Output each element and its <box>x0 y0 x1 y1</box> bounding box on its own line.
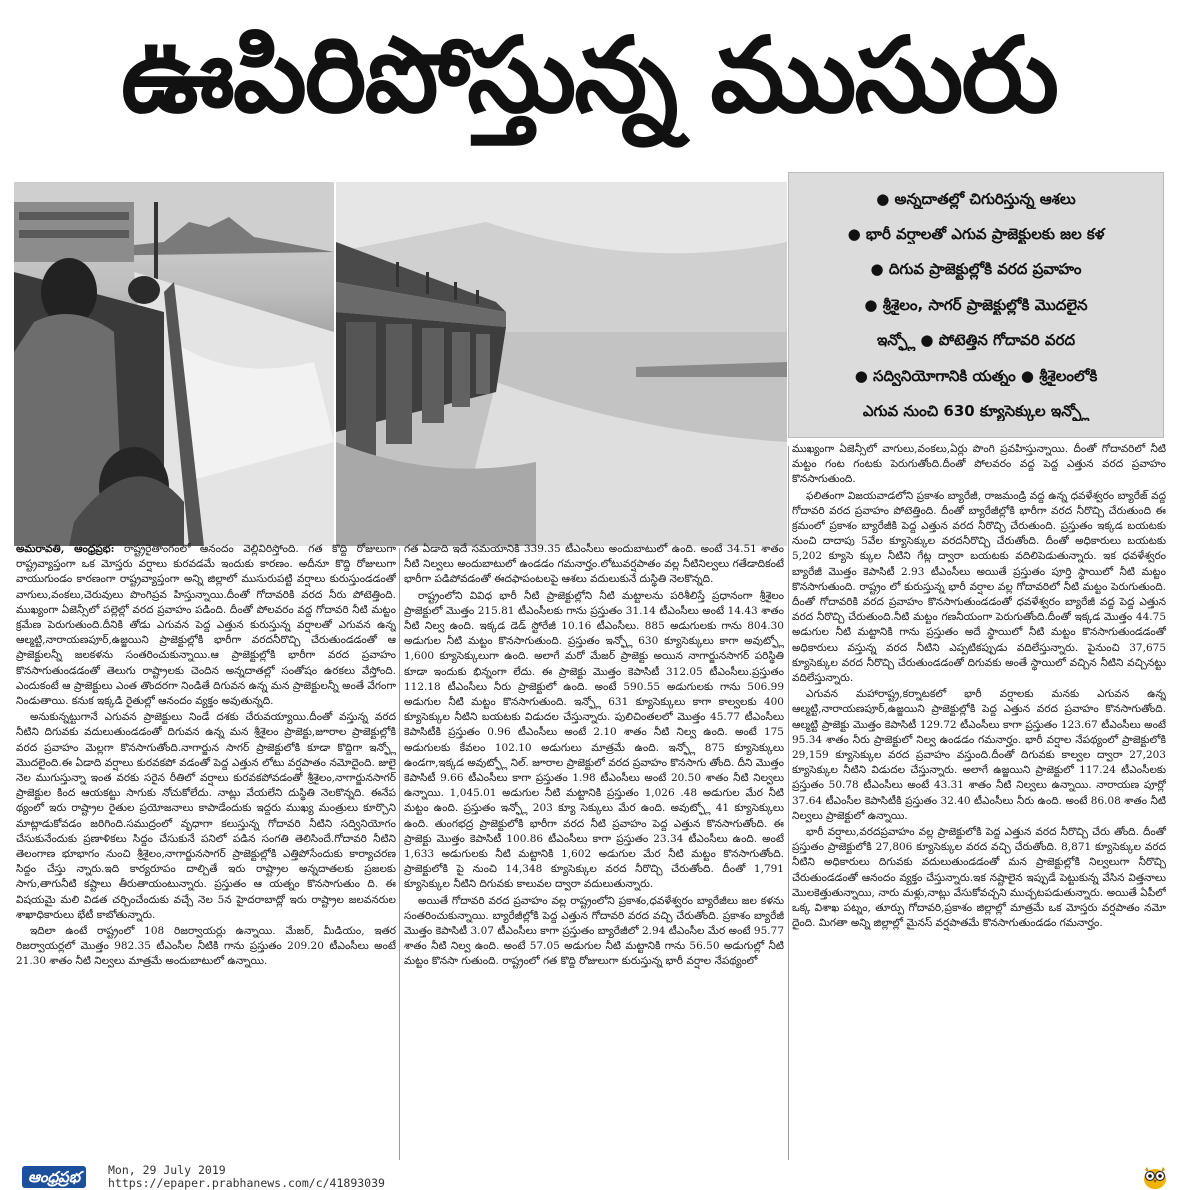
photo-barrage-bridge <box>336 182 787 546</box>
footer-meta <box>108 1164 385 1189</box>
highlight-line: ఎగువ నుంచి 630 క్యూసెక్కుల ఇన్ఫ్లో <box>862 402 1090 421</box>
article-paragraph: భారీ వర్షాలు,వరదప్రవాహం వల్ల ప్రాజెక్టులోకి పెద్ద ఎత్తున వరద నీరొచ్చి చేరు తోంది. దీంతో ప్రస్తుతం ప్రాజెక్టులోకి 27,806 క్యూసెక్కుల వరద వచ్చి చేరుతోంది. 8,871 క్యూసెక్కుల వరద నీటిని అధికారులు దిగువకు వదులుతుండడంతో మన ప్రాజెక్టుల్లోకి నిల్వలుగా నీరొచ్చి చేరుతుండడంతో ఆనందం వ్యక్తం చేస్తున్నారు.ఇక నష్టాలైన ఇప్పుడే పెట్టుకున్న వేసిన విత్తనాలు మొలకెత్తుతున్నాయి, నారు మళ్లు,నాట్లు వేసుకోవచ్చని ముచ్చటపడుతున్నారు. అయితే ఏపీలో ఒక్క విశాఖ పట్నం, తూర్పు గోదావరి,ప్రకాశం జిల్లాల్లో మాత్రమే ఒక మోస్తరు వర్షపాతం నమో దైంది. మిగతా అన్ని జిల్లాల్లో మైనస్ వర్షపాతమే కొనసాగుతుండడం గమనార్హం. <box>792 826 1166 930</box>
highlights-box <box>788 172 1164 438</box>
highlight-line: ● అన్నదాతల్లో చిగురిస్తున్న ఆశలు <box>876 189 1076 208</box>
column-divider <box>788 446 789 1160</box>
highlight-line: ● సద్వినియోగానికి యత్నం ● శ్రీశైలంలోకి <box>854 366 1098 385</box>
article-paragraph: ఫలితంగా విజయవాడలోని ప్రకాశం బ్యారేజీ, రాజమండ్రి వద్ద ఉన్న ధవళేశ్వరం బ్యారేజ్ వద్ద గోదావరి వరద ప్రవాహం పోటెత్తింది. దీంతో బ్యారేజీల్లోకి భారీగా వరద నీరొచ్చి చేరుతుంది ఈ క్రమంలో ప్రకాశం బ్యారేజీకి పెద్ద ఎత్తున వరద నీరొచ్చి చేరుతుంది. ప్రస్తుతం ఇక్కడ బయటకు నుంచి దాదాపు 5వేల క్యూసెక్కుల వరదనీరొచ్చి చేరుతోంది. దీంతో అధికారులు బయటకు 5,202 క్యూసె క్కుల నీటిని గేట్ల ద్వారా బయటకు వదిలిపెడుతున్నారు. ఇక ధవళేశ్వరం బ్యారేజీ మొత్తం కెపాసిటీ 2.93 టీఎంసీలు అయితే ప్రస్తుతం పూర్తి స్థాయిలో నీటి మట్టం కొనసాగుతుంది. రాష్ట్రం లో కురుస్తున్న భారీ వర్షాల వల్ల గోదావరిలో నీటి మట్టం పెరుగుతుంది. దీంతో గోదావరికి వరద ప్రవాహం కొనసాగుతుండడంతో ధవళేశ్వరం బ్యారేజీ వద్ద పెద్ద ఎత్తున వరద నీరొచ్చి చేరుతుంది.నీటి మట్టం గణనీయంగా పెరుగుతోంది.దీంతో ఇక్కడ మొత్తం 44.75 అడుగుల నీటి మట్టానికి గాను ప్రస్తుతం అదే స్థాయిలో నీటి మట్టం కొనసాగుతుండడంతో అధికారులు వస్తున్న వరద నీటిని ఎప్పటికప్పుడు వదిలేస్తున్నారు. పైనుంచి 37,675 క్యూసెక్కుల వరద నీరొచ్చి చేరుతుండడంతో దిగువకు అంతే స్థాయిలో వచ్చిన నీటిని వచ్చినట్టు వదిలేస్తున్నారు. <box>792 489 1166 685</box>
column-divider <box>399 548 400 1160</box>
highlight-line: ● శ్రీశైలం, సాగర్ ప్రాజెక్టుల్లోకి మొదలైన <box>864 295 1088 314</box>
article-paragraph: ఎగువన మహారాష్ట్ర,కర్నాటకలో భారీ వర్షాలకు మనకు ఎగువన ఉన్న ఆల్మట్టి,నారాయణపూర్,ఉజ్జయిని ప్రాజెక్టుల్లోకి పెద్ద ఎత్తున వరద ప్రవాహం కొనసాగుతోంది. ఆల్మట్టి ప్రాజెక్టు మొత్తం కెపాసిటీ 129.72 టీఎంసీలు కాగా ప్రస్తుతం 123.67 టీఎంసీలు అంటే 95.34 శాతం నీరు ప్రాజెక్టులో నిల్వ ఉండడం గమనార్హం. భారీ వర్షాల నేపథ్యంలో ప్రాజెక్టులోకి 29,159 క్యూసెక్కుల వరద ప్రవాహం వస్తుంది.దీంతో దిగువకు కాల్వల ద్వారా 27,203 క్యూసెక్కుల నీటిని విడుదల చేస్తున్నారు. అలాగే ఉజ్జయిని ప్రాజెక్టులో 117.24 టీఎంసీలకు ప్రస్తుతం 50.78 టీఎంసీలు అంటే 43.31 శాతం నీటి నిల్వలు ఉన్నాయి. నారాయణ పూర్లో 37.64 టీఎంసీల కెపాసిటీకి ప్రస్తుతం 32.40 టీఎంసీలు నీరు ఉంది. అంటే 86.08 శాతం నీటి నిల్వలు ప్రాజెక్టులో ఉన్నాయి. <box>792 688 1166 822</box>
highlight-line: ● భారీ వర్షాలతో ఎగువ ప్రాజెక్టులకు జల కళ <box>847 225 1105 243</box>
newspaper-logo[interactable]: ఆంధ్రప్రభ <box>22 1166 86 1188</box>
photo-people-at-barrage <box>14 182 334 546</box>
article-paragraph-text: రాష్ట్రరైతాంగంలో ఆనందం వెల్లివిరిస్తోంది. గత కొద్ది రోజులుగా రాష్ట్రవ్యాప్తంగా ఒక మోస్తరు వర్షాలు కురవడమే ఇందుకు కారణం. అదీనూ కొద్ది రోజులుగా వాయుగుండం కారణంగా రాష్ట్రవ్యాప్తంగా అన్ని జిల్లాలో ముసురుపట్టి వర్షాలు కురుస్తుండడంతో వాగులు,వంకలు,చెరువులు పొంగిప్రవ హిస్తున్నాయి.దీంతో గోదావరికి వరద నీరు పోటెత్తింది. ముఖ్యంగా ఏజెన్సీలో పల్లెల్లో వరద ప్రవాహం పడింది. దీంతో పోలవరం వద్ద గోదావరి నీటి మట్టం క్రమేణ పెరుగుతుంది.దీనికి తోడు ఎగువన పెద్ద ఎత్తున కురుస్తున్న వర్షాలతో ఎగువన ఉన్న ఆల్మట్టి,నారాయణపూర్,ఉజ్జయిని ప్రాజెక్టుల్లోకి భారీగా వరదనీరొచ్చి చేరుతుండడంతో ఆ ప్రాజెక్టులన్నీ జలకళను సంతరించుకున్నాయి.ఆ ప్రాజెక్టుల్లోకి భారీగా వరద ప్రవాహం కొనసాగుతుండడంతో తెలుగు రాష్ట్రాలకు చెందిన అన్నదాతల్లో సంతోషం ఉరకలు వేస్తోంది. ఎందుకంటే ఆ ప్రాజెక్టులు ఎంత తొందరగా నిండితే దిగువన ఉన్న మన ప్రాజెక్టులన్నీ అంతే వేగంగా నిండుతాయి. కనుక ఇక్కడి రైతుల్లో ఆనందం వ్యక్తం అవుతున్నది. <box>16 543 396 708</box>
highlight-line: ఇన్ఫ్లో ● పోటెత్తిన గోదావరి వరద <box>876 331 1076 350</box>
article-column-1 <box>16 542 396 1162</box>
article-paragraph: గత ఏడాది ఇదే సమయానికి 339.35 టీఎంసీలు అందుబాటులో ఉంది. అంటే 34.51 శాతం నీటి నిల్వలు అందుబాటులో ఉండడం గమనార్హం.లోటువర్షపాతం వల్ల నీటినిల్వలు గతేడాదికంటే భారీగా పడిపోవడంతో ఈదఫాపంటలపై ఆశలు వదులుకునే దుస్థితి నెలకొన్నది. <box>404 543 784 586</box>
article-paragraph: ఇదిలా ఉంటే రాష్ట్రంలో 108 రిజర్వాయర్లు ఉన్నాయి. మేజర్, మీడియం, ఇతర రిజర్వాయర్లలో మొత్తం 982.35 టీఎంసీల నీటికి గాను ప్రస్తుతం 209.20 టీఎంసీలు అంటే 21.30 శాతం నీటి నిల్వలు మాత్రమే అందుబాటులో ఉన్నాయి. <box>16 925 396 968</box>
article-paragraph <box>16 542 396 709</box>
article-column-3 <box>792 442 1166 1162</box>
owl-icon <box>1141 1164 1169 1190</box>
footer-date: Mon, 29 July 2019 <box>108 1163 226 1177</box>
article-paragraph: అయితే గోదావరి వరద ప్రవాహం వల్ల రాష్ట్రంలోని ప్రకాశం,ధవళేశ్వరం బ్యారేజీలు జల కళను సంతరించుకున్నాయి. బ్యారేజీల్లోకి పెద్ద ఎత్తున గోదావరి వరద వచ్చి చేరుతోంది. ప్రకాశం బ్యారేజీ మొత్తం కెపాసిటీ 3.07 టీఎంసీలు కాగా ప్రస్తుతం బ్యారేజీలో 2.94 టీఎంసీల మేర అంటే 95.77 శాతం నీటి నిల్వ ఉంది. అంటే 57.05 అడుగుల నీటి మట్టానికి గాను 56.50 అడుగుల్లో నీటి మట్టం కొనసా గుతుంది. రాష్ట్రంలో గత కొద్ది రోజులుగా కురుస్తున్న భారీ వర్షాల నేపథ్యంలో <box>404 894 784 968</box>
headline: ఊపిరిపోస్తున్న ముసురు <box>120 14 1058 136</box>
photo-barrage-bridge-image <box>336 182 787 546</box>
article-paragraph: అనుకున్నట్టుగానే ఎగువన ప్రాజెక్టులు నిండే దశకు చేరువయ్యాయి.దీంతో వస్తున్న వరద నీటిని దిగువకు వదులుతుండడంతో దిగువన ఉన్న మన శ్రీశైలం ప్రాజెక్టు,జూరాల ప్రాజెక్టుల్లోకి వరద ప్రవాహం మెల్లగా కొనసాగుతోంది.నాగార్జున సాగర్ ప్రాజెక్టులోకి కూడా కొద్దిగా ఇన్ఫ్లో మొదలైంది.ఈ ఏడాది వర్షాలు కురవకపో వడంతో పెద్ద ఎత్తున లోటు వర్షపాతం నమోదైంది. జులై నెల ముగుస్తున్నా ఇంత వరకు సరైన రీతిలో వర్షాలు కురవకపోవడంతో శ్రీశైలం,నాగార్జునసాగర్ ప్రాజెక్టుల కింద ఆయకట్టు సాగుకు నోచుకోలేదు. నాట్లు వేయలేని దుస్థితి నెలకొన్నది. ఈనేప థ్యంలో ఇరు రాష్ట్రాల రైతుల ప్రయోజనాలు కాపాడేందుకు ఇద్దరు ముఖ్య మంత్రులు కూర్చొని మాట్లాడుకోవడం జరిగింది.సముద్రంలో వృధాగా కలుస్తున్న గోదావరి నీటిని సద్వినియోగం చేసుకునేందుకు ప్రణాళికలు సిద్దం చేసుకునే పనిలో పడిన సంగతి తెలిసిందే.గోదావరి నీటిని తెలంగాణ భూభాగం నుంచి శ్రీశైలం,నాగార్జునసాగర్ ప్రాజెక్టుల్లోకి ఎత్తిపోసేందుకు కార్యాచరణ సిద్దం చేస్తు న్నారు.ఇది కార్యరూపం దాల్చితే ఇరు రాష్ట్రాల అన్నదాతలకు ప్రజలకు సాగు,తాగునీటి కష్టాలు తీరుతాయంటున్నారు. ప్రస్తుతం ఆ యత్నం కొనసాగుతుం ది. ఈ విషయమై మలి విడత చర్చించేందుకు వచ్చే నెల 5న హైదరాబాద్లో ఇరు రాష్ట్రాల జలవనరుల శాఖాధికారులు భేటీ కాబోతున్నారు. <box>16 711 396 921</box>
footer-url[interactable]: https://epaper.prabhanews.com/c/41893039 <box>108 1175 385 1190</box>
footer <box>0 1164 1179 1190</box>
photo-people-at-barrage-image <box>14 182 334 546</box>
article-column-2 <box>404 542 784 1162</box>
article-paragraph: రాష్ట్రంలోని వివిధ భారీ నీటి ప్రాజెక్టుల్లోని నీటి మట్టాలను పరిశీలిస్తే ప్రధానంగా శ్రీశైలం ప్రాజెక్టులో మొత్తం 215.81 టీఎంసీలకు గాను ప్రస్తుతం 31.14 టీఎంసీలు అంటే 14.43 శాతం నీటి నిల్వ ఉంది. ఇక్కడ డెడ్ స్టోరేజీ 10.16 టీఎంసీలు. 885 అడుగులకు గాను 804.30 అడుగుల నీటి మట్టం కొనసాగుతుంది. ప్రస్తుతం ఇన్ఫ్లో 630 క్యూసెక్కులు కాగా అవుట్ఫ్లో 1,600 క్యూసెక్కులుగా ఉంది. అలాగే మరో మేజర్ ప్రాజెక్టు అయిన నాగార్జునసాగర్ పరిస్థితి కూడా ఇందుకు భిన్నంగా లేదు. ఈ ప్రాజెక్టు మొత్తం కెపాసిటీ 312.05 టీఎంసీలు.ప్రస్తుతం 112.18 టీఎంసీలు నీరు ప్రాజెక్టులో ఉంది. అంటే 590.55 అడుగులకు గాను 506.99 అడుగుల నీటి మట్టం కొనసాగుతుంది. ఇన్ఫ్లో 631 క్యూసెక్కులు కాగా కాల్వలకు 400 క్యూసెక్కుల నీటిని బయటకు విడుదల చేస్తున్నారు. పులిచింతలలో మొత్తం 45.77 టీఎంసీలు కెపాసిటీకి ప్రస్తుతం 0.96 టీఎంసీలు అంటే 2.10 శాతం నీటి నిల్వ ఉంది. అంటే 175 అడుగులకు కేవలం 102.10 అడుగులు మాత్రమే ఉంది. ఇన్ఫ్లో 875 క్యూసెక్కులు ఉండగా,ఇక్కడ అవుట్ఫ్లో నిల్. జూరాల ప్రాజెక్టులో వరద ప్రవాహం కొనసాగు తోంది. దీని మొత్తం కెపాసిటీ 9.66 టీఎంసీలు కాగా ప్రస్తుతం 1.98 టీఎంసీలు అంటే 20.50 శాతం నీటి నిల్వలు ఉన్నాయి. 1,045.01 అడుగుల నీటి మట్టానికి ప్రస్తుతం 1,026 .48 అడుగుల మేర నీటి మట్టం ఉంది. ప్రస్తుతం ఇన్ఫ్లో 203 క్యూ సెక్కులు మేర ఉంది. అవుట్ఫ్లో 41 క్యూసెక్కులు ఉంది. తుంగభద్ర ప్రాజెక్టులోకి భారీగా వరద నీటి ప్రవాహం పెద్ద ఎత్తున కొనసాగుతోంది. ఈ ప్రాజెక్టు మొత్తం కెపాసిటీ 100.86 టీఎంసీలు కాగా ప్రస్తుతం 23.34 టీఎంసీలు ఉంది. అంటే 1,633 అడుగులకు నీటి మట్టానికి 1,602 అడుగుల మేర నీటి మట్టం కొనసాగుతోంది. ప్రాజెక్టులోకి పై నుంచి 14,348 క్యూసెక్కుల వరద నీరొచ్చి చేరుతోంది. దీంతో 1,791 క్యూసెక్కుల నీటిని దిగువకు కాలువల ద్వారా వదులుతున్నారు. <box>404 589 784 891</box>
dateline: అమరావతి, ఆంధ్రప్రభ: <box>16 543 115 555</box>
highlight-line: ● దిగువ ప్రాజెక్టుల్లోకి వరద ప్రవాహం <box>870 260 1082 279</box>
article-paragraph: ముఖ్యంగా ఏజెన్సీలో వాగులు,వంకలు,ఏర్లు పొంగి ప్రవహిస్తున్నాయి. దీంతో గోదావరిలో నీటి మట్టం గంట గంటకు పెరుగుతోంది.దీంతో పోలవరం వద్ద పెద్ద ఎత్తున వరద ప్రవాహం కొనసాగుతుంది. <box>792 443 1166 486</box>
